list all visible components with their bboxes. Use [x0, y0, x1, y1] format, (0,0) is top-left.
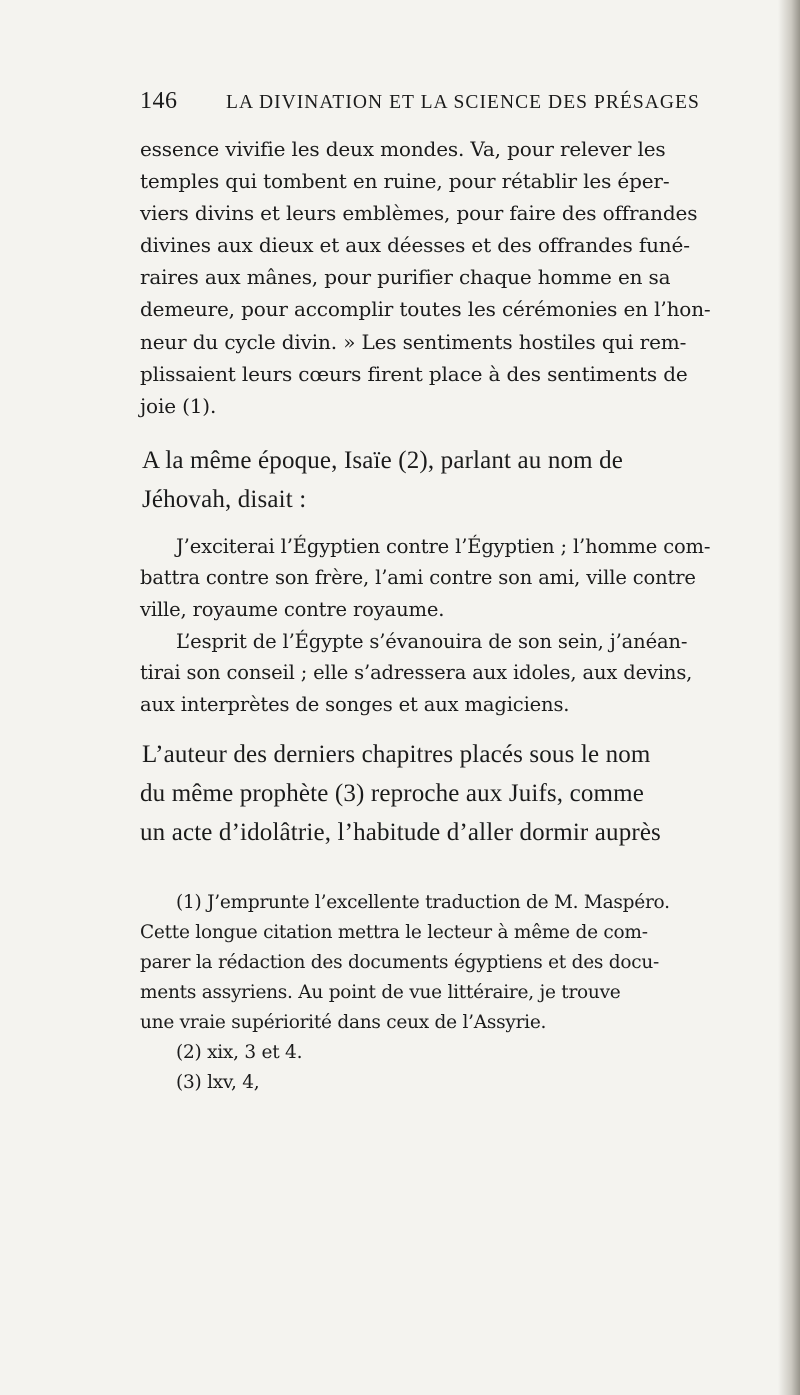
footnote-line: Cette longue citation mettra le lecteur à même de com-	[140, 921, 648, 943]
footnote-line: (3) lxv, 4,	[176, 1071, 260, 1093]
footnote-2	[140, 1038, 788, 1068]
footnote-1-continued	[140, 918, 788, 1038]
quotation-paragraph	[140, 626, 788, 721]
text-line: ville, royaume contre royaume.	[140, 598, 445, 622]
text-line: J’exciterai l’Égyptien contre l’Égyptien ; l’homme com-	[176, 534, 711, 558]
footnote-line: (1) J’emprunte l’excellente traduction de M. Maspéro.	[176, 891, 670, 913]
running-title: LA DIVINATION ET LA SCIENCE DES PRÉSAGES	[226, 92, 700, 113]
text-line: A la même époque, Isaïe (2), parlant au nom de	[142, 446, 624, 474]
text-line: aux interprètes de songes et aux magiciens.	[140, 693, 570, 717]
text-line: neur du cycle divin. » Les sentiments hostiles qui rem-	[140, 329, 687, 354]
text-line: du même prophète (3) reproche aux Juifs, comme	[140, 779, 644, 807]
text-line: L’esprit de l’Égypte s’évanouira de son sein, j’anéan-	[176, 629, 688, 653]
footnote-line: une vraie supériorité dans ceux de l’Assyrie.	[140, 1011, 547, 1033]
text-line: un acte d’idolâtrie, l’habitude d’aller dormir auprès	[140, 818, 661, 846]
text-line: joie (1).	[140, 393, 217, 418]
text-line: Jéhovah, disait :	[142, 485, 307, 513]
text-line: temples qui tombent en ruine, pour rétablir les éper-	[140, 169, 670, 194]
text-line: L’auteur des derniers chapitres placés sous le nom	[142, 740, 651, 768]
quotation-paragraph	[140, 531, 788, 626]
paragraph-prophete	[140, 736, 788, 853]
text-line: battra contre son frère, l’ami contre son ami, ville contre	[140, 566, 696, 590]
running-header	[140, 88, 788, 124]
text-line: demeure, pour accomplir toutes les cérémonies en l’hon-	[140, 297, 711, 322]
text-line: divines aux dieux et aux déesses et des offrandes funé-	[140, 233, 690, 258]
text-line: raires aux mânes, pour purifier chaque homme en sa	[140, 265, 671, 290]
text-line: tirai son conseil ; elle s’adressera aux idoles, aux devins,	[140, 661, 693, 685]
text-line: plissaient leurs cœurs firent place à des sentiments de	[140, 361, 688, 386]
footnote-line: parer la rédaction des documents égyptiens et des docu-	[140, 951, 660, 973]
text-line: viers divins et leurs emblèmes, pour faire des offrandes	[140, 201, 698, 226]
paragraph-isaie	[140, 442, 788, 520]
footnote-line: (2) xix, 3 et 4.	[176, 1041, 303, 1063]
footnotes	[140, 888, 788, 1098]
page-number: 146	[140, 88, 178, 114]
paragraph-temples	[140, 133, 788, 422]
footnote-line: ments assyriens. Au point de vue littéraire, je trouve	[140, 981, 621, 1003]
text-line: essence vivifie les deux mondes. Va, pour relever les	[140, 137, 666, 161]
footnote-1	[140, 888, 788, 918]
main-text	[140, 133, 788, 1098]
book-page	[140, 88, 788, 1098]
footnote-3	[140, 1068, 788, 1098]
